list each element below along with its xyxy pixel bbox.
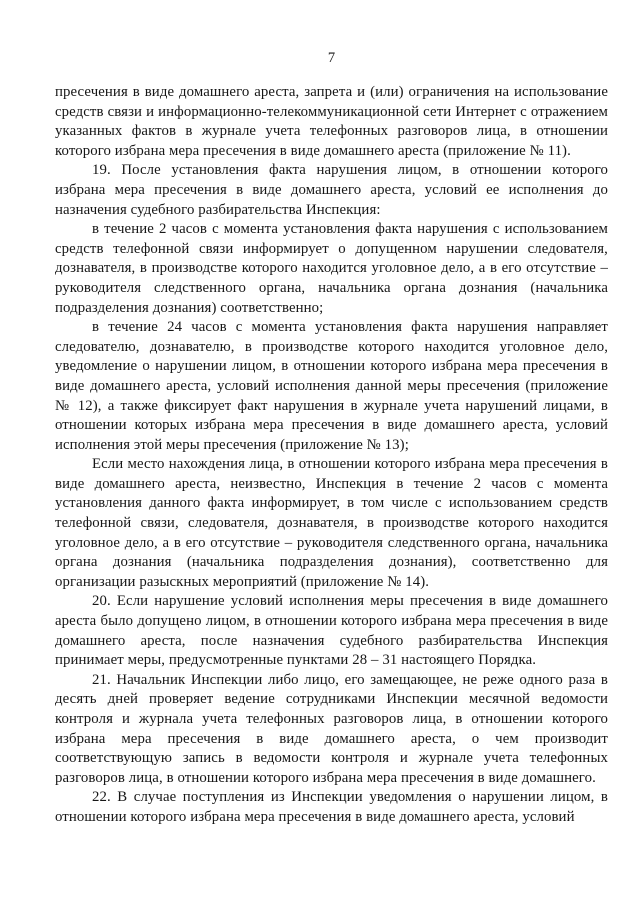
- paragraph-item-19: 19. После установления факта нарушения лицом, в отношении которого избрана мера пресечения в виде домашнего ареста, условий ее исполнения до назначения судебного разбирательства Инспекция:: [55, 162, 608, 218]
- paragraph-continuation: пресечения в виде домашнего ареста, запрета и (или) ограничения на использование средств связи и информационно-телекоммуникационной сети Интернет с отражением указанных фактов в журнале учета телефонных разговоров лица, в отношении которого избрана мера пресечения в виде домашнего ареста (приложение № 11).: [55, 84, 608, 159]
- paragraph-item-21: 21. Начальник Инспекции либо лицо, его замещающее, не реже одного раза в десять дней проверяет ведение сотрудниками Инспекции месячной ведомости контроля и журнала учета телефонных разговоров лица, в отношении которого избрана мера пресечения в виде домашнего ареста, о чем производит соответствующую запись в ведомости контроля и журнале учета телефонных разговоров лица, в отношении которого избрана мера пресечения в виде домашнего.: [55, 671, 608, 786]
- paragraph-item-20: 20. Если нарушение условий исполнения меры пресечения в виде домашнего ареста было допущено лицом, в отношении которого избрана мера пресечения в виде домашнего ареста, после назначения судебного разбирательства Инспекция принимает меры, предусмотренные пунктами 28 – 31 настоящего Порядка.: [55, 593, 608, 669]
- paragraph-item-22: 22. В случае поступления из Инспекции уведомления о нарушении лицом, в отношении которого избрана мера пресечения в виде домашнего ареста, условий: [55, 789, 608, 825]
- paragraph-item-19-sub-24-hours: в течение 24 часов с момента установления факта нарушения направляет следователю, дознавателю, в производстве которого находится уголовное дело, уведомление о нарушении лицом, в отношении которого избрана мера пресечения в виде домашнего ареста, условий исполнения данной меры пресечения (приложение № 12), а также фиксирует факт нарушения в журнале учета нарушений лицами, в отношении которых избрана мера пресечения в виде домашнего ареста, условий исполнения этой меры пресечения (приложение № 13);: [55, 319, 608, 453]
- paragraph-item-19-sub-2-hours: в течение 2 часов с момента установления факта нарушения с использованием средств телефонной связи информирует о допущенном нарушении следователя, дознавателя, в производстве которого находится уголовное дело, а в его отсутствие – руководителя следственного органа, начальника органа дознания (начальника подразделения дознания) соответственно;: [55, 221, 608, 316]
- page-number: 7: [327, 50, 336, 66]
- paragraph-item-19-sub-unknown-location: Если место нахождения лица, в отношении которого избрана мера пресечения в виде домашнего ареста, неизвестно, Инспекция в течение 2 часов с момента установления данного факта информирует, в том числе с использованием средств телефонной связи, следователя, дознавателя, в производстве которого находится уголовное дело, а в его отсутствие – руководителя следственного органа, начальника органа дознания (начальника подразделения дознания), соответственно для организации разыскных мероприятий (приложение № 14).: [55, 456, 608, 590]
- document-text-block: [55, 83, 608, 828]
